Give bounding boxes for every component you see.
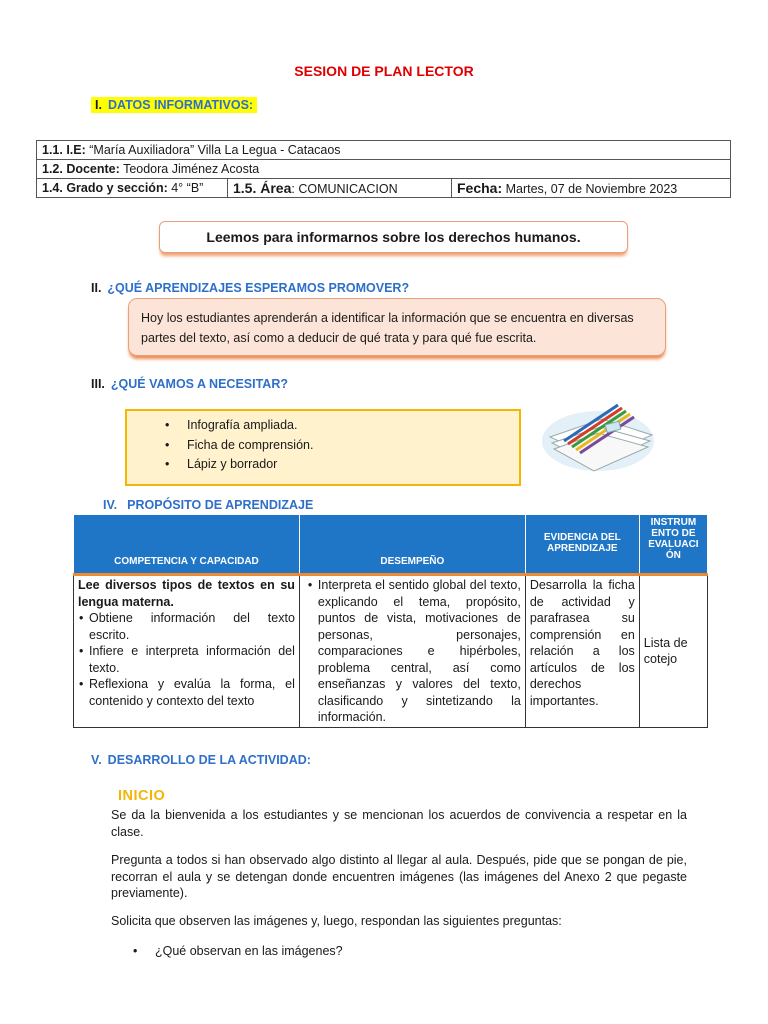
materials-box [125, 409, 521, 486]
list-item: • Infografía ampliada. [187, 416, 519, 436]
list-item: • Ficha de comprensión. [187, 436, 519, 456]
column-header: COMPETENCIA Y CAPACIDAD [74, 515, 300, 575]
paragraph: Se da la bienvenida a los estudiantes y se mencionan los acuerdos de convivencia a respetar en la clase. [111, 808, 687, 839]
grado-label: 1.4. Grado y sección: [42, 181, 168, 195]
docente-cell [37, 160, 731, 179]
fecha-label: Fecha: [457, 180, 503, 196]
ie-cell [37, 141, 731, 160]
grado-cell [37, 179, 228, 198]
section-label: ¿QUÉ APRENDIZAJES ESPERAMOS PROMOVER? [107, 281, 410, 295]
ie-value: “María Auxiliadora” Villa La Legua - Catacaos [89, 143, 341, 157]
section-proposito-heading [103, 498, 313, 512]
papers-pencils-illustration [540, 397, 656, 475]
document-title: SESION DE PLAN LECTOR [294, 63, 474, 79]
section-necesitar-heading [91, 377, 288, 391]
section-number: II. [91, 281, 102, 295]
column-header: EVIDENCIA DEL APRENDIZAJE [525, 515, 639, 575]
docente-label: 1.2. Docente: [42, 162, 120, 176]
section-number: I. [95, 98, 102, 112]
fecha-value: Martes, 07 de Noviembre 2023 [505, 182, 678, 196]
column-header: DESEMPEÑO [299, 515, 525, 575]
area-label: 1.5. Área [233, 180, 292, 196]
competencia-title: Lee diversos tipos de textos en su lengua materna. [78, 578, 295, 609]
section-label: DESARROLLO DE LA ACTIVIDAD: [107, 753, 311, 767]
list-item: • Reflexiona y evalúa la forma, el contenido y contexto del texto [89, 676, 295, 709]
column-header: INSTRUM ENTO DE EVALUACI ÓN [639, 515, 707, 575]
question-item: • ¿Qué observan en las imágenes? [155, 944, 343, 958]
learning-goal-line: partes del texto, así como a deducir de qué trata y para qué fue escrita. [141, 331, 537, 345]
competencia-cell [74, 575, 300, 728]
inicio-heading: INICIO [118, 788, 166, 804]
list-item: • Infiere e interpreta información del texto. [89, 643, 295, 676]
desempeno-cell [299, 575, 525, 728]
docente-value: Teodora Jiménez Acosta [123, 162, 260, 176]
section-desarrollo-heading [91, 753, 311, 767]
evidencia-cell: Desarrolla la ficha de actividad y parafrasea su comprensión en relación a los artículos de los derechos importantes. [525, 575, 639, 728]
paragraph: Pregunta a todos si han observado algo distinto al llegar al aula. Después, pide que se pongan de pie, recorran el aula y se detengan donde encuentren imágenes (las imágenes del Anexo 2 que pegaste previamente). [111, 853, 687, 900]
section-aprendizajes-heading [91, 281, 409, 295]
area-value: : COMUNICACION [291, 182, 398, 196]
table-row [74, 575, 708, 728]
paragraph: Solicita que observen las imágenes y, luego, respondan las siguientes preguntas: [111, 914, 562, 928]
fecha-cell [452, 179, 731, 198]
grado-value: 4° “B” [171, 181, 204, 195]
section-label: DATOS INFORMATIVOS: [107, 98, 254, 112]
section-number: IV. [103, 498, 118, 512]
section-number: V. [91, 753, 102, 767]
section-datos-heading [91, 98, 257, 112]
session-topic-box: Leemos para informarnos sobre los derechos humanos. [159, 221, 628, 253]
instrumento-cell: Lista de cotejo [639, 575, 707, 728]
list-item: • Obtiene información del texto escrito. [89, 610, 295, 643]
ie-label: 1.1. I.E: [42, 143, 86, 157]
section-number: III. [91, 377, 105, 391]
list-item: • Interpreta el sentido global del texto, explicando el tema, propósito, puntos de vista, motivaciones de personas, personajes, comparaciones e hipérboles, problema central, así como enseñanzas y valores del texto, clasificando y sintetizando la información. [318, 577, 521, 726]
section-label: PROPÓSITO DE APRENDIZAJE [127, 498, 314, 512]
learning-purpose-table [73, 514, 708, 728]
area-cell [228, 179, 452, 198]
info-table [36, 140, 731, 198]
list-item: • Lápiz y borrador [187, 455, 519, 475]
section-label: ¿QUÉ VAMOS A NECESITAR? [110, 377, 288, 391]
learning-goal-box [128, 298, 666, 356]
learning-goal-line: Hoy los estudiantes aprenderán a identificar la información que se encuentra en diversas [141, 311, 634, 325]
